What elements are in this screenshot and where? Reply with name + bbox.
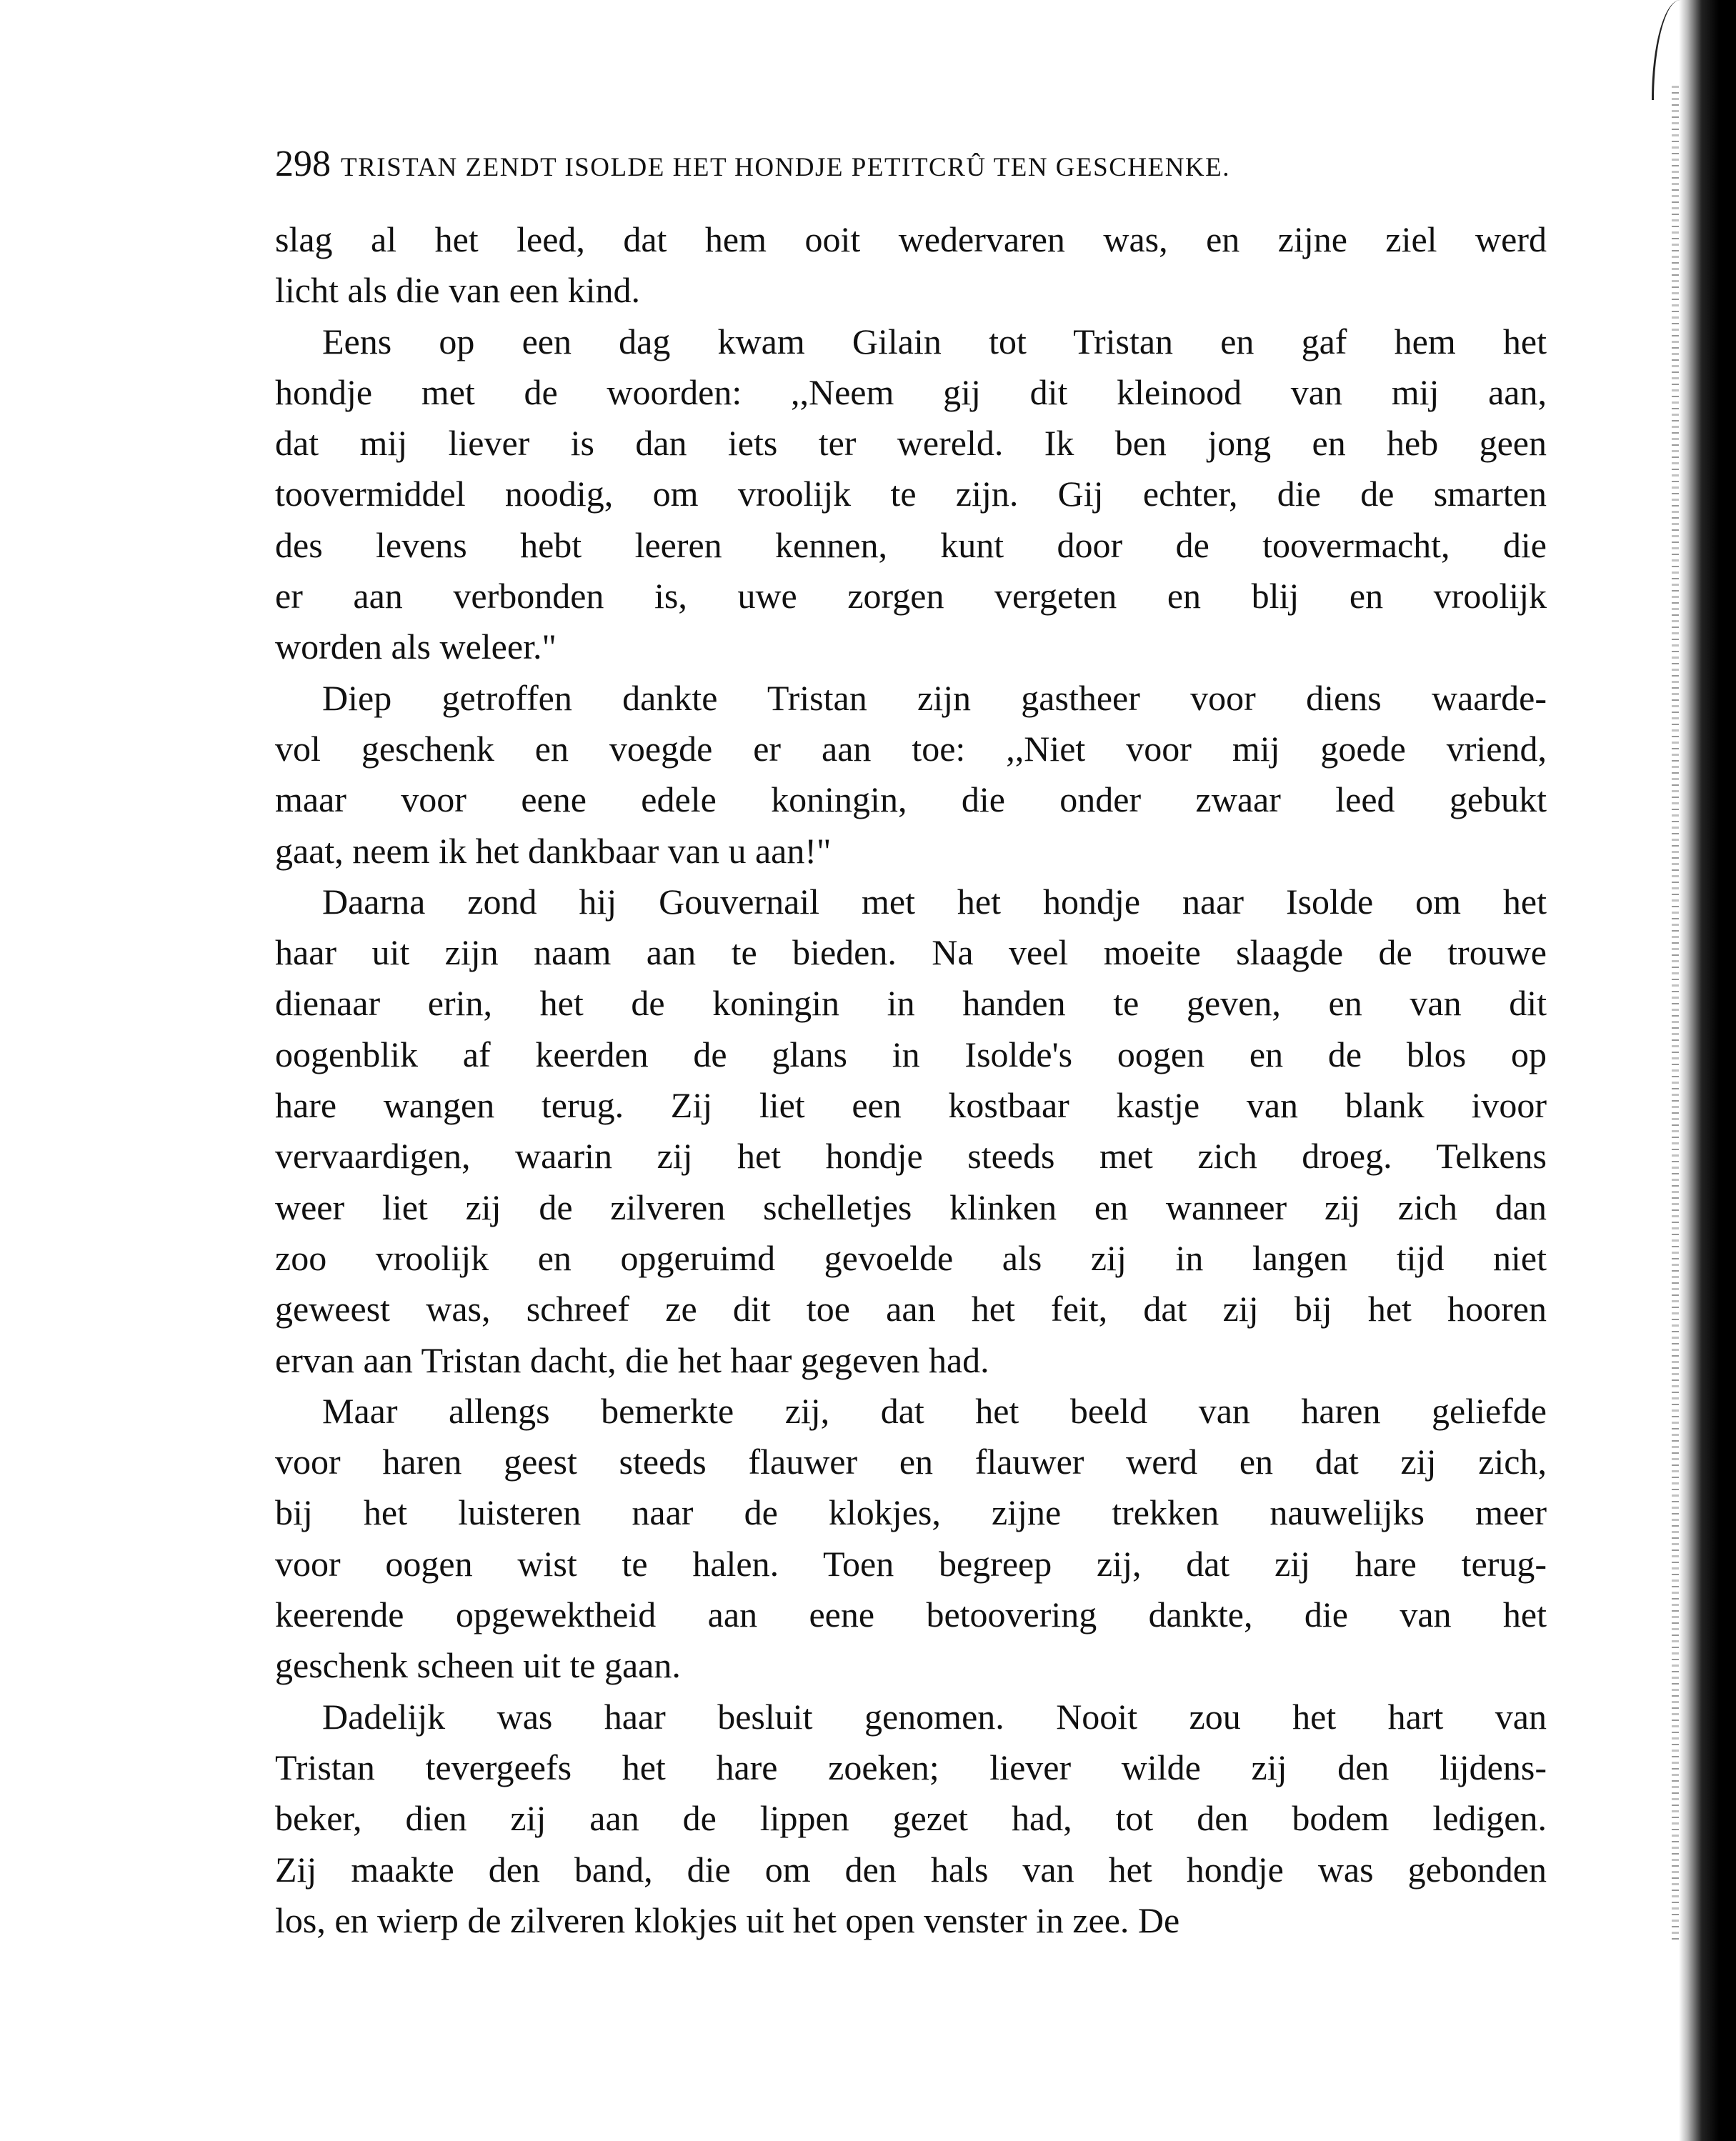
text-line: weer liet zij de zilveren schelletjes klinken en wanneer zij zich dan bbox=[275, 1187, 1547, 1227]
text-line: Tristan tevergeefs het hare zoeken; liever wilde zij den lijdens- bbox=[275, 1747, 1547, 1787]
text-line: Dadelijk was haar besluit genomen. Nooit zou het hart van bbox=[322, 1696, 1547, 1737]
text-line: hare wangen terug. Zij liet een kostbaar kastje van blank ivoor bbox=[275, 1085, 1547, 1126]
text-line: Diep getroffen dankte Tristan zijn gastheer voor diens waarde- bbox=[322, 677, 1547, 718]
text-line: ervan aan Tristan dacht, die het haar gegeven had. bbox=[275, 1339, 989, 1380]
text-line: vervaardigen, waarin zij het hondje steeds met zich droeg. Telkens bbox=[275, 1136, 1547, 1177]
paragraph bbox=[275, 673, 1547, 877]
text-line: worden als weleer." bbox=[275, 627, 557, 667]
text-line: vol geschenk en voegde er aan toe: ,,Niet voor mij goede vriend, bbox=[275, 728, 1547, 769]
paragraph bbox=[275, 316, 1547, 673]
text-line: voor haren geest steeds flauwer en flauwer werd en dat zij zich, bbox=[275, 1442, 1547, 1482]
text-line: Eens op een dag kwam Gilain tot Tristan en gaf hem het bbox=[322, 321, 1547, 361]
text-line: oogenblik af keerden de glans in Isolde's oogen en de blos op bbox=[275, 1034, 1547, 1074]
text-line: gaat, neem ik het dankbaar van u aan!" bbox=[275, 830, 832, 871]
text-line: beker, dien zij aan de lippen gezet had, tot den bodem ledigen. bbox=[275, 1798, 1547, 1839]
text-line: zoo vroolijk en opgeruimd gevoelde als zij in langen tijd niet bbox=[275, 1237, 1547, 1278]
paragraph bbox=[275, 1692, 1547, 1946]
text-line: licht als die van een kind. bbox=[275, 270, 640, 311]
text-line: geweest was, schreef ze dit toe aan het feit, dat zij bij het hooren bbox=[275, 1289, 1547, 1329]
text-line: bij het luisteren naar de klokjes, zijne trekken nauwelijks meer bbox=[275, 1492, 1547, 1533]
paragraph bbox=[275, 214, 1547, 316]
text-line: keerende opgewektheid aan eene betoovering dankte, die van het bbox=[275, 1594, 1547, 1635]
text-line: hondje met de woorden: ,,Neem gij dit kleinood van mij aan, bbox=[275, 371, 1547, 412]
text-line: haar uit zijn naam aan te bieden. Na veel moeite slaagde de trouwe bbox=[275, 932, 1547, 973]
text-line: voor oogen wist te halen. Toen begreep zij, dat zij hare terug- bbox=[275, 1543, 1547, 1584]
paragraph bbox=[275, 1386, 1547, 1692]
page-curl bbox=[1652, 0, 1682, 100]
running-header bbox=[275, 143, 1554, 185]
body-text bbox=[275, 214, 1547, 1946]
text-line: geschenk scheen uit te gaan. bbox=[275, 1645, 681, 1686]
text-line: Maar allengs bemerkte zij, dat het beeld van haren geliefde bbox=[322, 1390, 1547, 1431]
text-line: er aan verbonden is, uwe zorgen vergeten en blij en vroolijk bbox=[275, 576, 1547, 617]
text-line: dat mij liever is dan iets ter wereld. Ik ben jong en heb geen bbox=[275, 423, 1547, 464]
text-line: dienaar erin, het de koningin in handen te geven, en van dit bbox=[275, 983, 1547, 1024]
page-number: 298 bbox=[275, 144, 331, 184]
text-line: los, en wierp de zilveren klokjes uit het open venster in zee. De bbox=[275, 1900, 1180, 1940]
text-line: Daarna zond hij Gouvernail met het hondje naar Isolde om het bbox=[322, 881, 1547, 922]
text-line: slag al het leed, dat hem ooit wedervaren was, en zijne ziel werd bbox=[275, 219, 1547, 259]
paragraph bbox=[275, 877, 1547, 1386]
text-line: maar voor eene edele koningin, die onder zwaar leed gebukt bbox=[275, 779, 1547, 820]
page-edge-binding bbox=[1679, 0, 1736, 2141]
running-title: TRISTAN ZENDT ISOLDE HET HONDJE PETITCRÛ TEN GESCHENKE. bbox=[341, 153, 1230, 182]
text-line: des levens hebt leeren kennen, kunt door de toovermacht, die bbox=[275, 524, 1547, 565]
text-line: Zij maakte den band, die om den hals van het hondje was gebonden bbox=[275, 1849, 1547, 1890]
text-line: toovermiddel noodig, om vroolijk te zijn. Gij echter, die de smarten bbox=[275, 474, 1547, 514]
